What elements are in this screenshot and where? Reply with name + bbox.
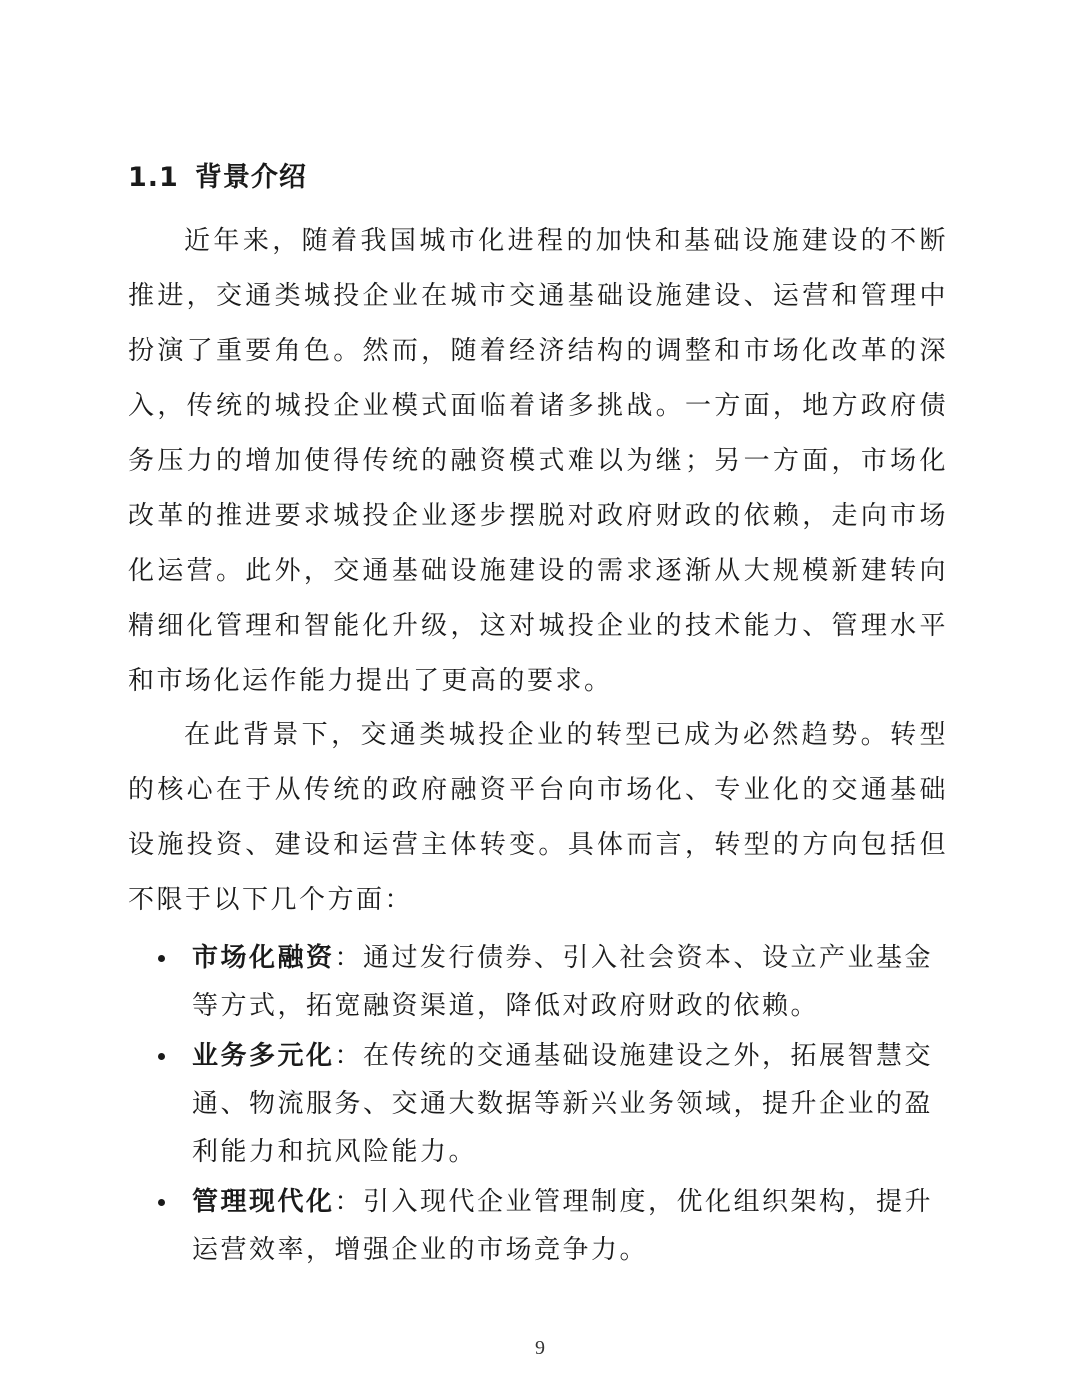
section-heading [128, 158, 307, 198]
bullet-title: 业务多元化 [192, 1041, 335, 1071]
bullet-separator: ： [334, 943, 364, 973]
paragraph-transformation: 在此背景下，交通类城投企业的转型已成为必然趋势。转型的核心在于从传统的政府融资平台向市场化、专业化的交通基础设施投资、建设和运营主体转变。具体而言，转型的方向包括但不限于以下几个方面： [128, 720, 948, 915]
bullet-separator: ： [334, 1187, 364, 1217]
bullet-title: 管理现代化 [192, 1187, 335, 1217]
paragraph-background: 近年来，随着我国城市化进程的加快和基础设施建设的不断推进，交通类城投企业在城市交通基础设施建设、运营和管理中扮演了重要角色。然而，随着经济结构的调整和市场化改革的深入，传统的城投企业模式面临着诸多挑战。一方面，地方政府债务压力的增加使得传统的融资模式难以为继；另一方面，市场化改革的推进要求城投企业逐步摆脱对政府财政的依赖，走向市场化运营。此外，交通基础设施建设的需求逐渐从大规模新建转向精细化管理和智能化升级，这对城投企业的技术能力、管理水平和市场化运作能力提出了更高的要求。 [128, 226, 948, 696]
section-number: 1.1 [128, 162, 179, 193]
section-title: 背景介绍 [194, 162, 307, 193]
bullet-icon [158, 955, 165, 962]
bullet-text: 通过发行债券、引入社会资本、设立产业基金等方式，拓宽融资渠道，降低对政府财政的依赖。 [192, 943, 934, 1021]
bullet-text: 在传统的交通基础设施建设之外，拓展智慧交通、物流服务、交通大数据等新兴业务领域，提升企业的盈利能力和抗风险能力。 [192, 1041, 934, 1167]
bullet-separator: ： [334, 1041, 364, 1071]
bullet-icon [158, 1199, 165, 1206]
page-number: 9 [535, 1337, 545, 1359]
list-item [128, 1032, 953, 1176]
bullet-icon [158, 1053, 165, 1060]
bullet-text: 引入现代企业管理制度，优化组织架构，提升运营效率，增强企业的市场竞争力。 [192, 1187, 934, 1265]
bullet-title: 市场化融资 [192, 943, 335, 973]
list-item [128, 1178, 953, 1274]
transformation-directions-list [128, 934, 953, 1276]
list-item [128, 934, 953, 1030]
